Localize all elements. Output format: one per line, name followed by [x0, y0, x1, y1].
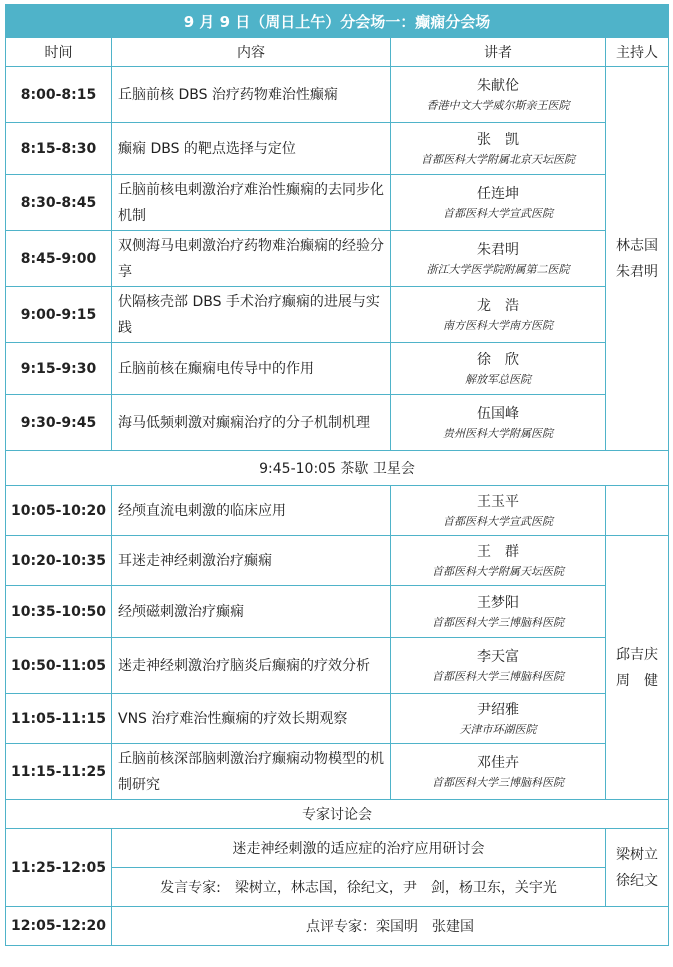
speaker-name: 王梦阳 [477, 594, 519, 611]
speaker-cell [391, 638, 606, 694]
talk-time: 8:15-8:30 [6, 123, 112, 175]
table-row [6, 486, 669, 536]
table-row [6, 586, 669, 638]
talk-title: 丘脑前核 DBS 治疗药物难治性癫痫 [112, 67, 391, 123]
panel-topic-row [6, 829, 669, 868]
speaker-cell [391, 744, 606, 800]
schedule-table [5, 4, 669, 946]
table-row [6, 638, 669, 694]
speaker-name: 任连坤 [477, 185, 519, 202]
table-row [6, 67, 669, 123]
speaker-cell [391, 395, 606, 451]
speaker-name: 张 凯 [477, 131, 519, 148]
talk-title: 双侧海马电刺激治疗药物难治癫痫的经验分享 [112, 231, 391, 287]
talk-time: 9:30-9:45 [6, 395, 112, 451]
table-row [6, 694, 669, 744]
host-name: 林志国 [616, 237, 659, 254]
tea-break: 9:45-10:05 茶歇 卫星会 [6, 451, 669, 486]
host-name: 周 健 [616, 672, 659, 689]
table-row [6, 744, 669, 800]
speaker-affiliation: 首都医科大学三博脑科医院 [432, 615, 564, 629]
talk-time: 10:20-10:35 [6, 536, 112, 586]
panel-title: 专家讨论会 [6, 800, 669, 829]
table-row [6, 395, 669, 451]
host-name: 梁树立 [616, 846, 659, 863]
speaker-cell [391, 694, 606, 744]
speaker-name: 伍国峰 [477, 405, 519, 422]
panel-title-row [6, 800, 669, 829]
talk-time: 11:05-11:15 [6, 694, 112, 744]
speaker-name: 王 群 [477, 543, 519, 560]
review-experts: 点评专家：栾国明 张建国 [112, 907, 669, 946]
table-row [6, 231, 669, 287]
speaker-name: 邓佳卉 [477, 754, 519, 771]
session2-hosts [606, 536, 669, 800]
speaker-name: 王玉平 [477, 493, 519, 510]
review-row [6, 907, 669, 946]
schedule-title: 9 月 9 日（周日上午）分会场一：癫痫分会场 [6, 5, 669, 38]
talk-time: 10:50-11:05 [6, 638, 112, 694]
talk-time: 11:15-11:25 [6, 744, 112, 800]
talk-time: 10:35-10:50 [6, 586, 112, 638]
speaker-cell [391, 536, 606, 586]
speaker-cell [391, 231, 606, 287]
speaker-cell [391, 486, 606, 536]
header-row [6, 38, 669, 67]
speaker-affiliation: 首都医科大学宣武医院 [443, 206, 553, 220]
schedule [5, 4, 668, 946]
speaker-name: 龙 浩 [477, 297, 519, 314]
table-row [6, 123, 669, 175]
talk-title: 丘脑前核在癫痫电传导中的作用 [112, 343, 391, 395]
speaker-affiliation: 首都医科大学附属天坛医院 [432, 564, 564, 578]
talk-title: 伏隔核壳部 DBS 手术治疗癫痫的进展与实践 [112, 287, 391, 343]
talk-time: 10:05-10:20 [6, 486, 112, 536]
talk-time: 8:30-8:45 [6, 175, 112, 231]
talk-title: 海马低频刺激对癫痫治疗的分子机制机理 [112, 395, 391, 451]
talk-title: 迷走神经刺激治疗脑炎后癫痫的疗效分析 [112, 638, 391, 694]
talk-title: 丘脑前核电刺激治疗难治性癫痫的去同步化机制 [112, 175, 391, 231]
speaker-affiliation: 首都医科大学三博脑科医院 [432, 669, 564, 683]
speaker-name: 朱君明 [477, 241, 519, 258]
talk-title: 经颅磁刺激治疗癫痫 [112, 586, 391, 638]
header-host: 主持人 [606, 38, 669, 67]
speaker-affiliation: 首都医科大学附属北京天坛医院 [421, 152, 575, 166]
empty-host-cell [606, 486, 669, 536]
speaker-cell [391, 586, 606, 638]
panel-time: 11:25-12:05 [6, 829, 112, 907]
speaker-affiliation: 贵州医科大学附属医院 [443, 426, 553, 440]
talk-title: 耳迷走神经刺激治疗癫痫 [112, 536, 391, 586]
review-time: 12:05-12:20 [6, 907, 112, 946]
speaker-affiliation: 天津市环湖医院 [459, 722, 537, 736]
speaker-affiliation: 首都医科大学三博脑科医院 [432, 775, 564, 789]
talk-time: 8:00-8:15 [6, 67, 112, 123]
speaker-cell [391, 287, 606, 343]
table-row [6, 175, 669, 231]
panel-topic: 迷走神经刺激的适应症的治疗应用研讨会 [112, 829, 606, 868]
talk-title: VNS 治疗难治性癫痫的疗效长期观察 [112, 694, 391, 744]
header-time: 时间 [6, 38, 112, 67]
speaker-affiliation: 香港中文大学威尔斯亲王医院 [426, 98, 570, 112]
session1-hosts [606, 67, 669, 451]
host-name: 朱君明 [616, 263, 659, 280]
break-row [6, 451, 669, 486]
talk-title: 经颅直流电刺激的临床应用 [112, 486, 391, 536]
host-name: 邱吉庆 [616, 646, 659, 663]
talk-time: 9:15-9:30 [6, 343, 112, 395]
header-speaker: 讲者 [391, 38, 606, 67]
speaker-affiliation: 浙江大学医学院附属第二医院 [426, 262, 570, 276]
speaker-affiliation: 首都医科大学宣武医院 [443, 514, 553, 528]
speaker-cell [391, 175, 606, 231]
table-row [6, 287, 669, 343]
speaker-cell [391, 343, 606, 395]
host-name: 徐纪文 [616, 872, 659, 889]
speaker-name: 李天富 [477, 648, 519, 665]
talk-time: 8:45-9:00 [6, 231, 112, 287]
table-row [6, 536, 669, 586]
speaker-affiliation: 南方医科大学南方医院 [443, 318, 553, 332]
panel-hosts [606, 829, 669, 907]
speaker-cell [391, 67, 606, 123]
panel-experts: 发言专家: 梁树立，林志国，徐纪文，尹 剑，杨卫东，关宇光 [112, 868, 606, 907]
table-row [6, 343, 669, 395]
speaker-name: 尹绍雅 [477, 701, 519, 718]
talk-title: 癫痫 DBS 的靶点选择与定位 [112, 123, 391, 175]
speaker-name: 徐 欣 [477, 351, 519, 368]
speaker-name: 朱献伦 [477, 77, 519, 94]
speaker-affiliation: 解放军总医院 [465, 372, 531, 386]
speaker-cell [391, 123, 606, 175]
talk-title: 丘脑前核深部脑刺激治疗癫痫动物模型的机制研究 [112, 744, 391, 800]
header-content: 内容 [112, 38, 391, 67]
talk-time: 9:00-9:15 [6, 287, 112, 343]
